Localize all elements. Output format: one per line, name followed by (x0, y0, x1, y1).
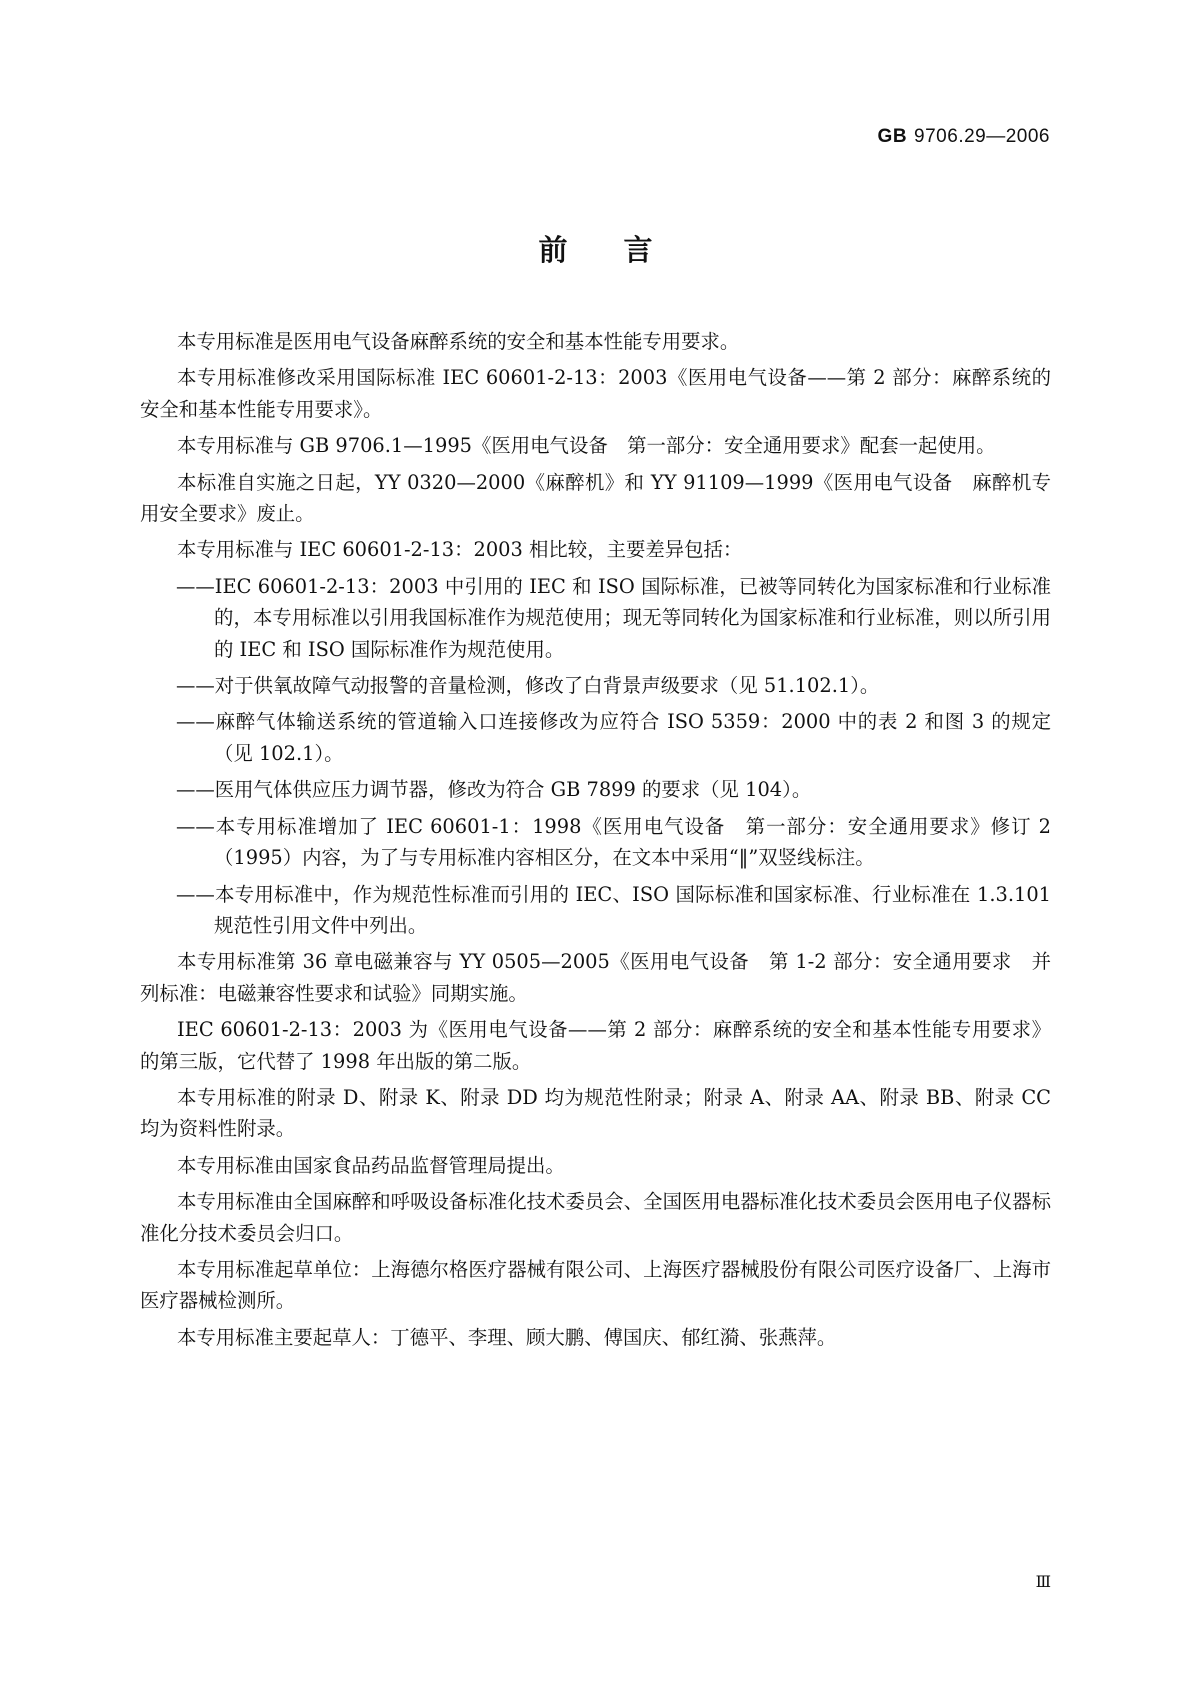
paragraph: 本专用标准主要起草人：丁德平、李理、顾大鹏、傅国庆、郁红漪、张燕萍。 (177, 1325, 837, 1349)
page-number: Ⅲ (1035, 1574, 1051, 1591)
paragraph: 本专用标准与 GB 9706.1—1995《医用电气设备 第一部分：安全通用要求》配套一起使用。 (177, 434, 996, 458)
standard-number (878, 126, 1050, 148)
paragraph: 本专用标准的附录 D、附录 K、附录 DD 均为规范性附录；附录 A、附录 AA、附录 BB、附录 CC 均为资料性附录。 (140, 1085, 1051, 1141)
paragraph: IEC 60601-2-13：2003 为《医用电气设备——第 2 部分：麻醉系统的安全和基本性能专用要求》的第三版，它代替了 1998 年出版的第二版。 (140, 1018, 1051, 1073)
title-char-2: 言 (623, 233, 653, 267)
difference-item: ——对于供氧故障气动报警的音量检测，修改了白背景声级要求（见 51.102.1）。 (176, 674, 880, 698)
paragraph: 本专用标准第 36 章电磁兼容与 YY 0505—2005《医用电气设备 第 1-2 部分：安全通用要求 并列标准：电磁兼容性要求和试验》同期实施。 (140, 950, 1051, 1005)
paragraph: 本专用标准起草单位：上海德尔格医疗器械有限公司、上海医疗器械股份有限公司医疗设备厂、上海市医疗器械检测所。 (140, 1257, 1051, 1313)
paragraph: 本专用标准是医用电气设备麻醉系统的安全和基本性能专用要求。 (177, 330, 740, 353)
standard-code: 9706.29—2006 (914, 126, 1050, 147)
foreword-body (140, 326, 1051, 1358)
paragraph: 本专用标准由国家食品药品监督管理局提出。 (177, 1153, 565, 1177)
standard-prefix: GB (877, 126, 908, 147)
paragraph: 本专用标准由全国麻醉和呼吸设备标准化技术委员会、全国医用电器标准化技术委员会医用电子仪器标准化分技术委员会归口。 (140, 1190, 1051, 1245)
difference-item: ——麻醉气体输送系统的管道输入口连接修改为应符合 ISO 5359：2000 中的表 2 和图 3 的规定（见 102.1）。 (176, 710, 1051, 765)
difference-item: ——本专用标准增加了 IEC 60601-1：1998《医用电气设备 第一部分：安全通用要求》修订 2（1995）内容，为了与专用标准内容相区分，在文本中采用“‖”双竖线标注。 (176, 814, 1051, 870)
difference-item: ——本专用标准中，作为规范性标准而引用的 IEC、ISO 国际标准和国家标准、行业标准在 1.3.101 规范性引用文件中列出。 (176, 882, 1051, 937)
title-char-1: 前 (538, 233, 568, 267)
paragraph: 本专用标准与 IEC 60601-2-13：2003 相比较，主要差异包括： (177, 538, 743, 562)
paragraph: 本专用标准修改采用国际标准 IEC 60601-2-13：2003《医用电气设备——第 2 部分：麻醉系统的安全和基本性能专用要求》。 (140, 366, 1051, 421)
difference-item: ——医用气体供应压力调节器，修改为符合 GB 7899 的要求（见 104）。 (176, 778, 812, 802)
page-title (0, 228, 1191, 269)
difference-item: ——IEC 60601-2-13：2003 中引用的 IEC 和 ISO 国际标准，已被等同转化为国家标准和行业标准的，本专用标准以引用我国标准作为规范使用；现无等同转化为国家标准和行业标准，则以所引用的 IEC 和 ISO 国际标准作为规范使用。 (176, 574, 1051, 661)
paragraph: 本标准自实施之日起，YY 0320—2000《麻醉机》和 YY 91109—1999《医用电气设备 麻醉机专用安全要求》废止。 (140, 470, 1051, 526)
